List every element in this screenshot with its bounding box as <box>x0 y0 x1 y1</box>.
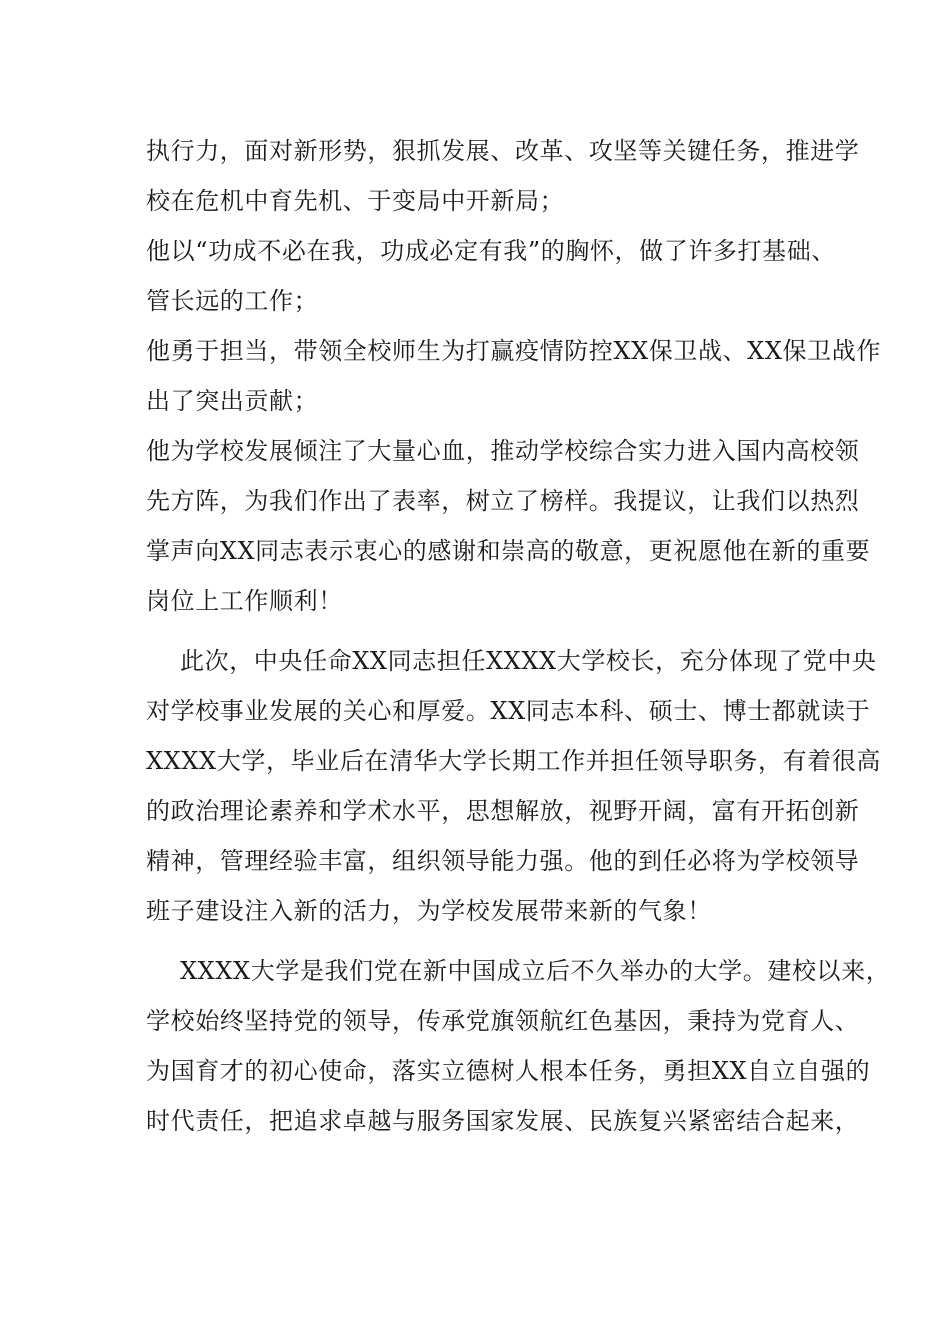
text-line: 执行力，面对新形势，狠抓发展、改革、攻坚等关键任务，推进学 <box>146 137 860 165</box>
text-line: 出了突出贡献； <box>146 387 319 415</box>
paragraph-first-line: 此次，中央任命XX同志担任XXXX大学校长，充分体现了党中央 <box>180 647 877 675</box>
text-line: 岗位上工作顺利！ <box>146 587 343 615</box>
text-line: 的政治理论素养和学术水平，思想解放，视野开阔，富有开拓创新 <box>146 797 860 825</box>
text-line: 他以“功成不必在我，功成必定有我”的胸怀，做了许多打基础、 <box>146 237 836 265</box>
paragraph-first-line: XXXX大学是我们党在新中国成立后不久举办的大学。建校以来， <box>180 957 891 985</box>
text-line: 时代责任，把追求卓越与服务国家发展、民族复兴紧密结合起来， <box>146 1107 860 1135</box>
text-line: XXXX大学，毕业后在清华大学长期工作并担任领导职务，有着很高 <box>146 747 881 775</box>
text-line: 先方阵，为我们作出了表率，树立了榜样。我提议，让我们以热烈 <box>146 487 860 515</box>
text-line: 他为学校发展倾注了大量心血，推动学校综合实力进入国内高校领 <box>146 437 860 465</box>
text-line: 学校始终坚持党的领导，传承党旗领航红色基因，秉持为党育人、 <box>146 1007 860 1035</box>
text-line: 管长远的工作； <box>146 287 319 315</box>
text-line: 精神，管理经验丰富，组织领导能力强。他的到任必将为学校领导 <box>146 847 860 875</box>
text-line: 班子建设注入新的活力，为学校发展带来新的气象！ <box>146 897 712 925</box>
text-line: 对学校事业发展的关心和厚爱。XX同志本科、硕士、博士都就读于 <box>146 697 871 725</box>
text-line: 为国育才的初心使命，落实立德树人根本任务，勇担XX自立自强的 <box>146 1057 871 1085</box>
text-line: 校在危机中育先机、于变局中开新局； <box>146 187 565 215</box>
text-line: 他勇于担当，带领全校师生为打赢疫情防控XX保卫战、XX保卫战作 <box>146 337 881 365</box>
text-line: 掌声向XX同志表示衷心的感谢和崇高的敬意，更祝愿他在新的重要 <box>146 537 871 565</box>
